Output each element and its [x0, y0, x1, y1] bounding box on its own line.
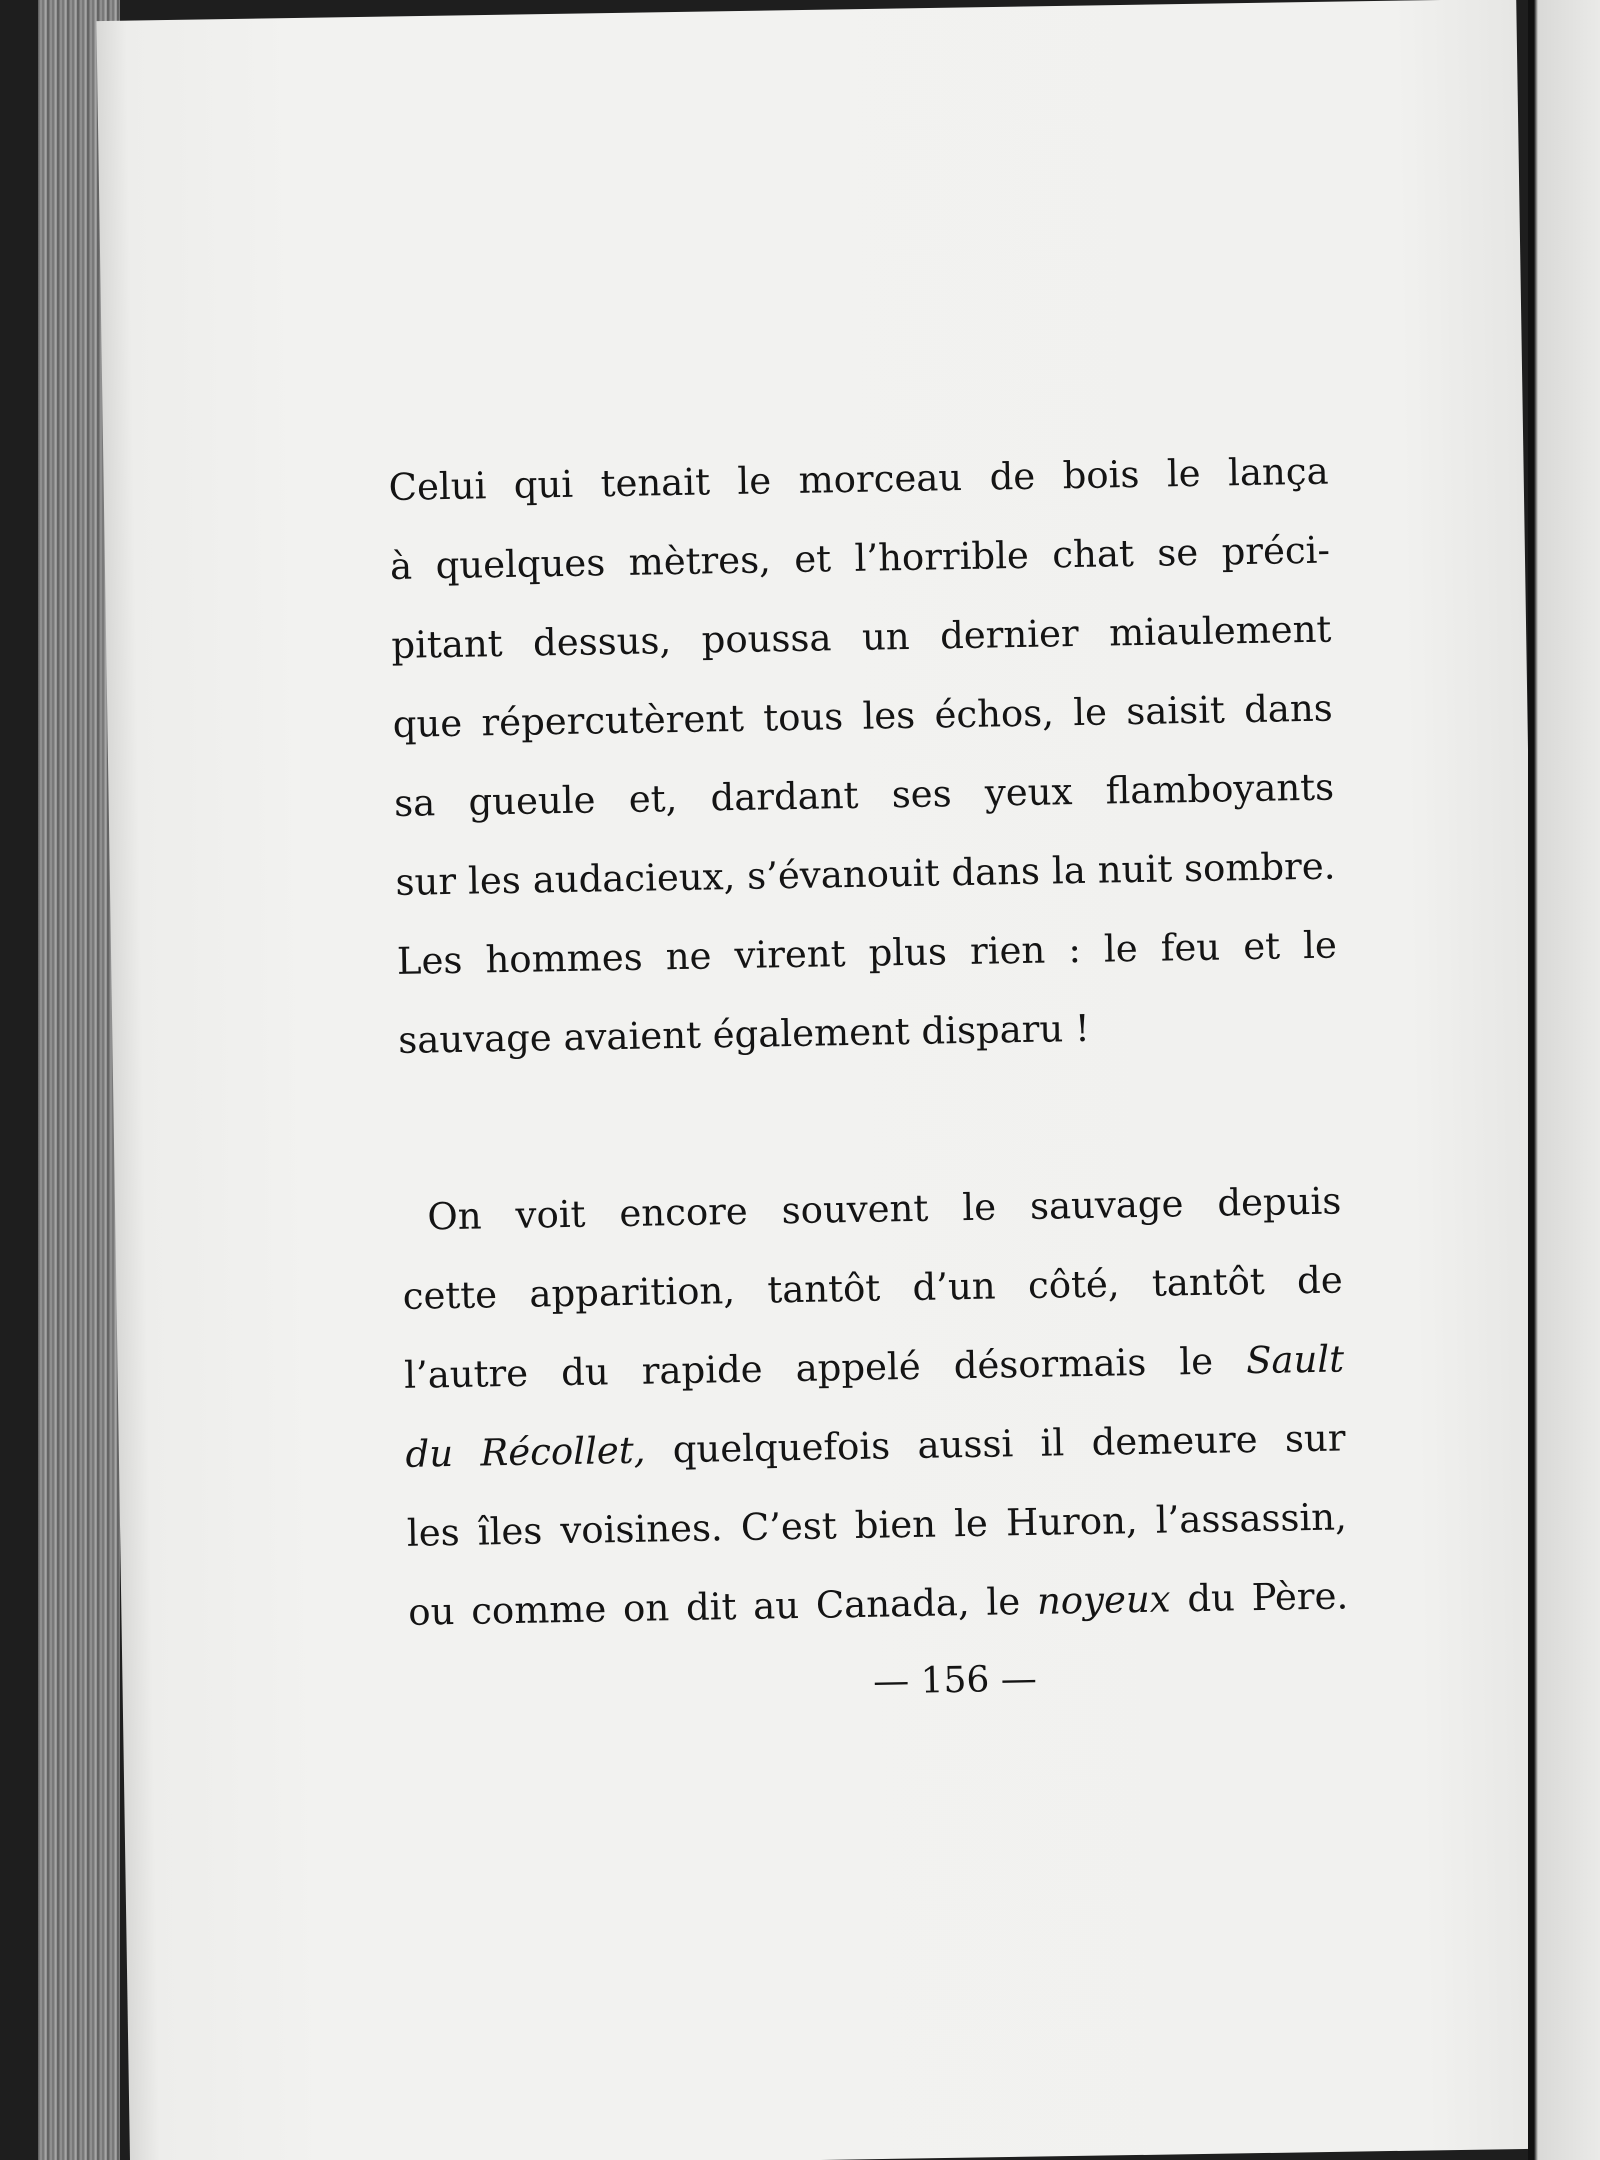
text-line: pitant dessus, poussa un dernier miaulement: [391, 607, 1332, 667]
text-line: Les hommes ne virent plus rien : le feu et le: [396, 923, 1338, 983]
paragraph-gap: [399, 1063, 1341, 1177]
paragraph-2: [401, 1161, 1349, 1651]
text-line: [408, 1556, 1349, 1651]
text-run: quelquefois aussi il demeure sur: [644, 1416, 1346, 1472]
paragraph-1: [388, 432, 1339, 1080]
text-line: les îles voisines. C’est bien le Huron, l’assassin,: [406, 1495, 1348, 1555]
text-line: cette apparition, tantôt d’un côté, tantôt de: [402, 1258, 1344, 1318]
text-run: du Père.: [1170, 1574, 1349, 1621]
text-run: l’autre du rapide appelé désormais le: [403, 1339, 1247, 1397]
text-line: à quelques mètres, et l’horrible chat se préci-: [389, 528, 1331, 588]
text-line: sa gueule et, dardant ses yeux flamboyants: [393, 765, 1335, 825]
page-number: — 156 —: [872, 1658, 1038, 1703]
body-text: [388, 432, 1349, 1652]
text-line: On voit encore souvent le sauvage depuis: [427, 1179, 1342, 1239]
text-line: Celui qui tenait le morceau de bois le lança: [388, 449, 1329, 509]
facing-page-edge: [1528, 0, 1600, 2160]
text-line: que répercutèrent tous les échos, le saisit dans: [392, 686, 1334, 746]
italic-run: du Récollet,: [405, 1428, 646, 1476]
italic-run: Sault: [1245, 1337, 1345, 1383]
text-line: sauvage avaient également disparu !: [397, 1006, 1091, 1062]
italic-run: noyeux: [1036, 1577, 1171, 1623]
text-line: sur les audacieux, s’évanouit dans la nuit sombre.: [395, 844, 1336, 904]
text-run: ou comme on dit au Canada, le: [407, 1579, 1038, 1634]
